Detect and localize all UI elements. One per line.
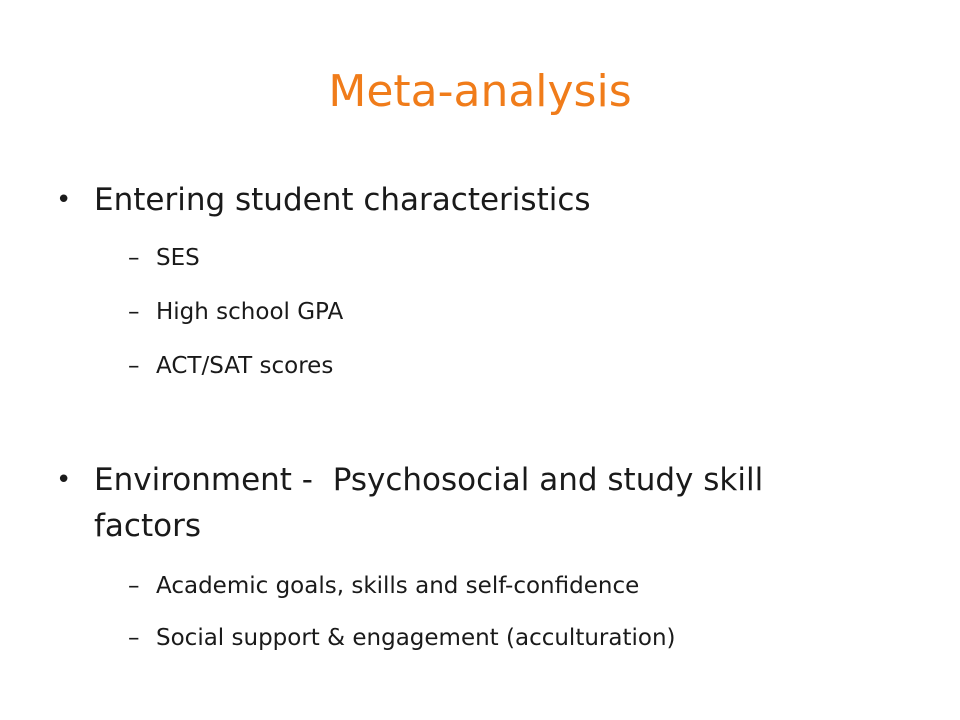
sub-bullet-item [128, 624, 676, 652]
dash-marker: – [128, 573, 140, 599]
sub-bullet-text: ACT/SAT scores [156, 353, 334, 379]
bullet-text: Environment - Psychosocial and study skill factors [94, 462, 774, 544]
sub-bullet-text: SES [156, 245, 200, 271]
bullet-marker: • [56, 465, 72, 495]
dash-marker: – [128, 625, 140, 651]
sub-bullet-item [128, 244, 200, 272]
dash-marker: – [128, 245, 140, 271]
sub-bullet-item [128, 572, 639, 600]
sub-bullet-text: Academic goals, skills and self-confidence [156, 573, 640, 599]
slide-title: Meta-analysis [328, 66, 632, 117]
bullet-text: Entering student characteristics [94, 182, 591, 218]
bullet-marker: • [56, 185, 72, 215]
sub-bullet-text: Social support & engagement (acculturation) [156, 625, 676, 651]
dash-marker: – [128, 353, 140, 379]
sub-bullet-item [128, 352, 333, 380]
dash-marker: – [128, 299, 140, 325]
sub-bullet-item [128, 298, 343, 326]
sub-bullet-text: High school GPA [156, 299, 344, 325]
